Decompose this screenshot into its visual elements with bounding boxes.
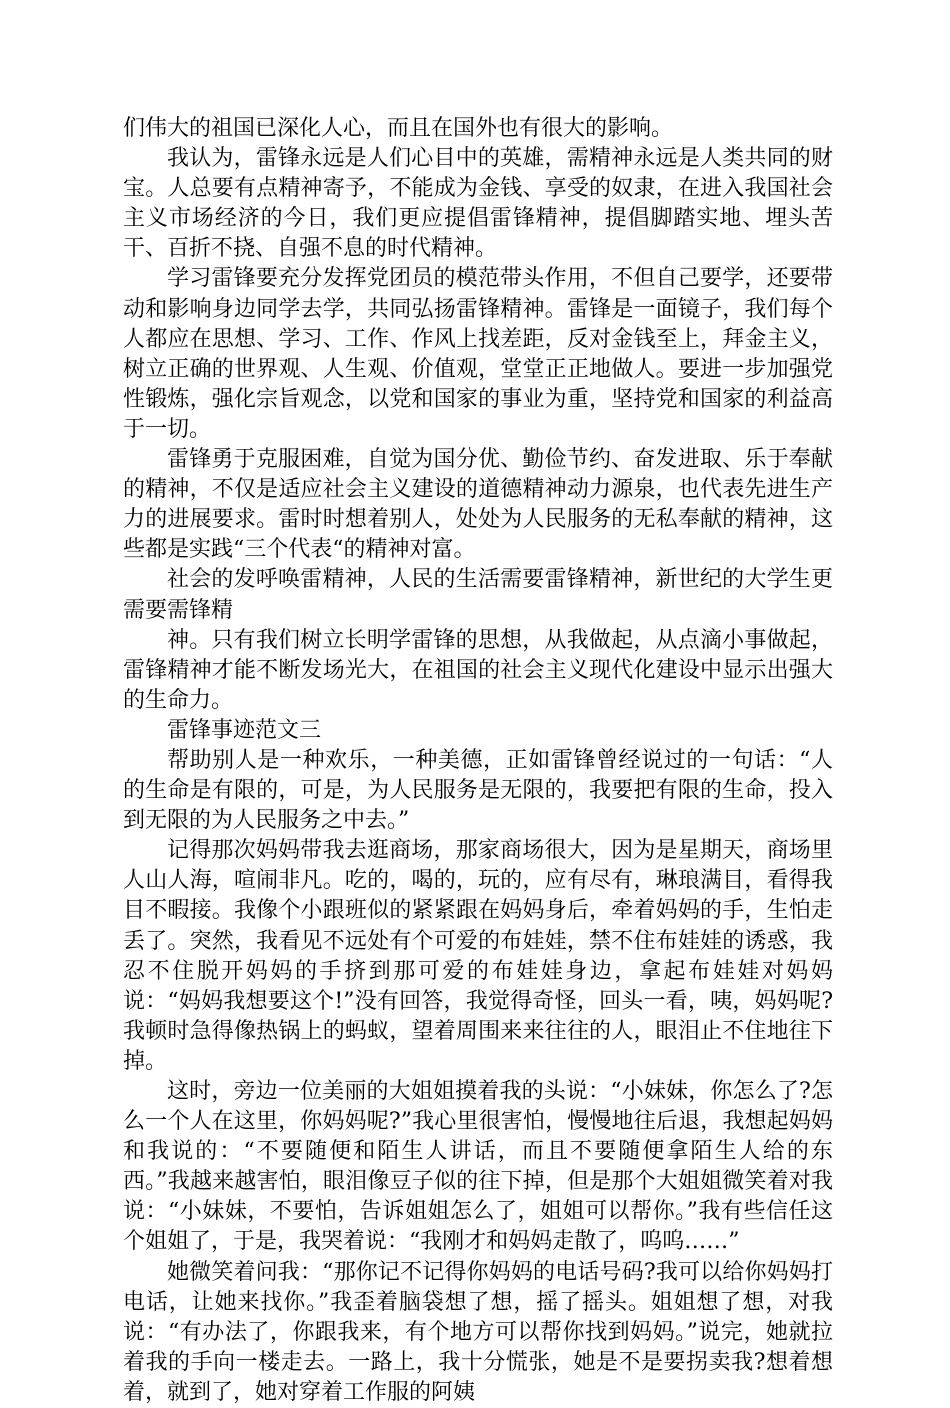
paragraph-2: 我认为，雷锋永远是人们心目中的英雄，需精神永远是人类共同的财宝。人总要有点精神寄予，不能成为金钱、享受的奴隶，在进入我国社会主义市场经济的今日，我们更应提倡雷锋精神，提倡脚踏实地、埋头苦干、百折不挠、自强不息的时代精神。	[123, 146, 833, 262]
paragraph-4: 雷锋勇于克服困难，自觉为国分优、勤俭节约、奋发进取、乐于奉献的精神，不仅是适应社会主义建设的道德精神动力源泉，也代表先进生产力的进展要求。雷时时想着别人，处处为人民服务的无私奉献的精神，这些都是实践“三个代表“的精神对富。	[123, 447, 833, 563]
paragraph-3: 学习雷锋要充分发挥党团员的模范带头作用，不但自己要学，还要带动和影响身边同学去学，共同弘扬雷锋精神。雷锋是一面镜子，我们每个人都应在思想、学习、工作、作风上找差距，反对金钱至上，拜金主义，树立正确的世界观、人生观、价值观，堂堂正正地做人。要进一步加强党性锻炼，强化宗旨观念，以党和国家的事业为重，坚持党和国家的利益高于一切。	[123, 266, 833, 442]
paragraph-6: 神。只有我们树立长明学雷锋的思想，从我做起，从点滴小事做起，雷锋精神才能不断发场光大，在祖国的社会主义现代化建设中显示出强大的生命力。	[123, 627, 833, 713]
document-body	[123, 114, 833, 1408]
paragraph-5: 社会的发呼唤雷精神，人民的生活需要雷锋精神，新世纪的大学生更需要需锋精	[123, 567, 833, 623]
paragraph-11: 她微笑着问我：“那你记不记得你妈妈的电话号码?我可以给你妈妈打电话，让她来找你。”我歪着脑袋想了想，摇了摇头。姐姐想了想，对我说：“有办法了，你跟我来，有个地方可以帮你找到妈妈。”说完，她就拉着我的手向一楼走去。一路上，我十分慌张，她是不是要拐卖我?想着想着，就到了，她对穿着工作服的阿姨	[123, 1259, 833, 1405]
paragraph-7: 雷锋事迹范文三	[167, 717, 322, 743]
paragraph-9: 记得那次妈妈带我去逛商场，那家商场很大，因为是星期天，商场里人山人海，喧闹非凡。吃的，喝的，玩的，应有尽有，琳琅满目，看得我目不暇接。我像个小跟班似的紧紧跟在妈妈身后，牵着妈妈的手，生怕走丢了。突然，我看见不远处有个可爱的布娃娃，禁不住布娃娃的诱惑，我忍不住脱开妈妈的手挤到那可爱的布娃娃身边，拿起布娃娃对妈妈说：“妈妈我想要这个!”没有回答，我觉得奇怪，回头一看，咦，妈妈呢?我顿时急得像热锅上的蚂蚁，望着周围来来往往的人，眼泪止不住地往下掉。	[123, 838, 833, 1074]
paragraph-8: 帮助别人是一种欢乐，一种美德，正如雷锋曾经说过的一句话：“人的生命是有限的，可是，为人民服务是无限的，我要把有限的生命，投入到无限的为人民服务之中去。”	[123, 747, 833, 834]
paragraph-10: 这时，旁边一位美丽的大姐姐摸着我的头说：“小妹妹，你怎么了?怎么一个人在这里，你妈妈呢?”我心里很害怕，慢慢地往后退，我想起妈妈和我说的：“不要随便和陌生人讲话，而且不要随便拿陌生人给的东西。”我越来越害怕，眼泪像豆子似的往下掉，但是那个大姐姐微笑着对我说：“小妹妹，不要怕，告诉姐姐怎么了，姐姐可以帮你。”我有些信任这个姐姐了，于是，我哭着说：“我刚才和妈妈走散了，呜呜……”	[123, 1079, 833, 1255]
paragraph-1: 们伟大的祖国已深化人心，而且在国外也有很大的影响。	[123, 116, 674, 141]
